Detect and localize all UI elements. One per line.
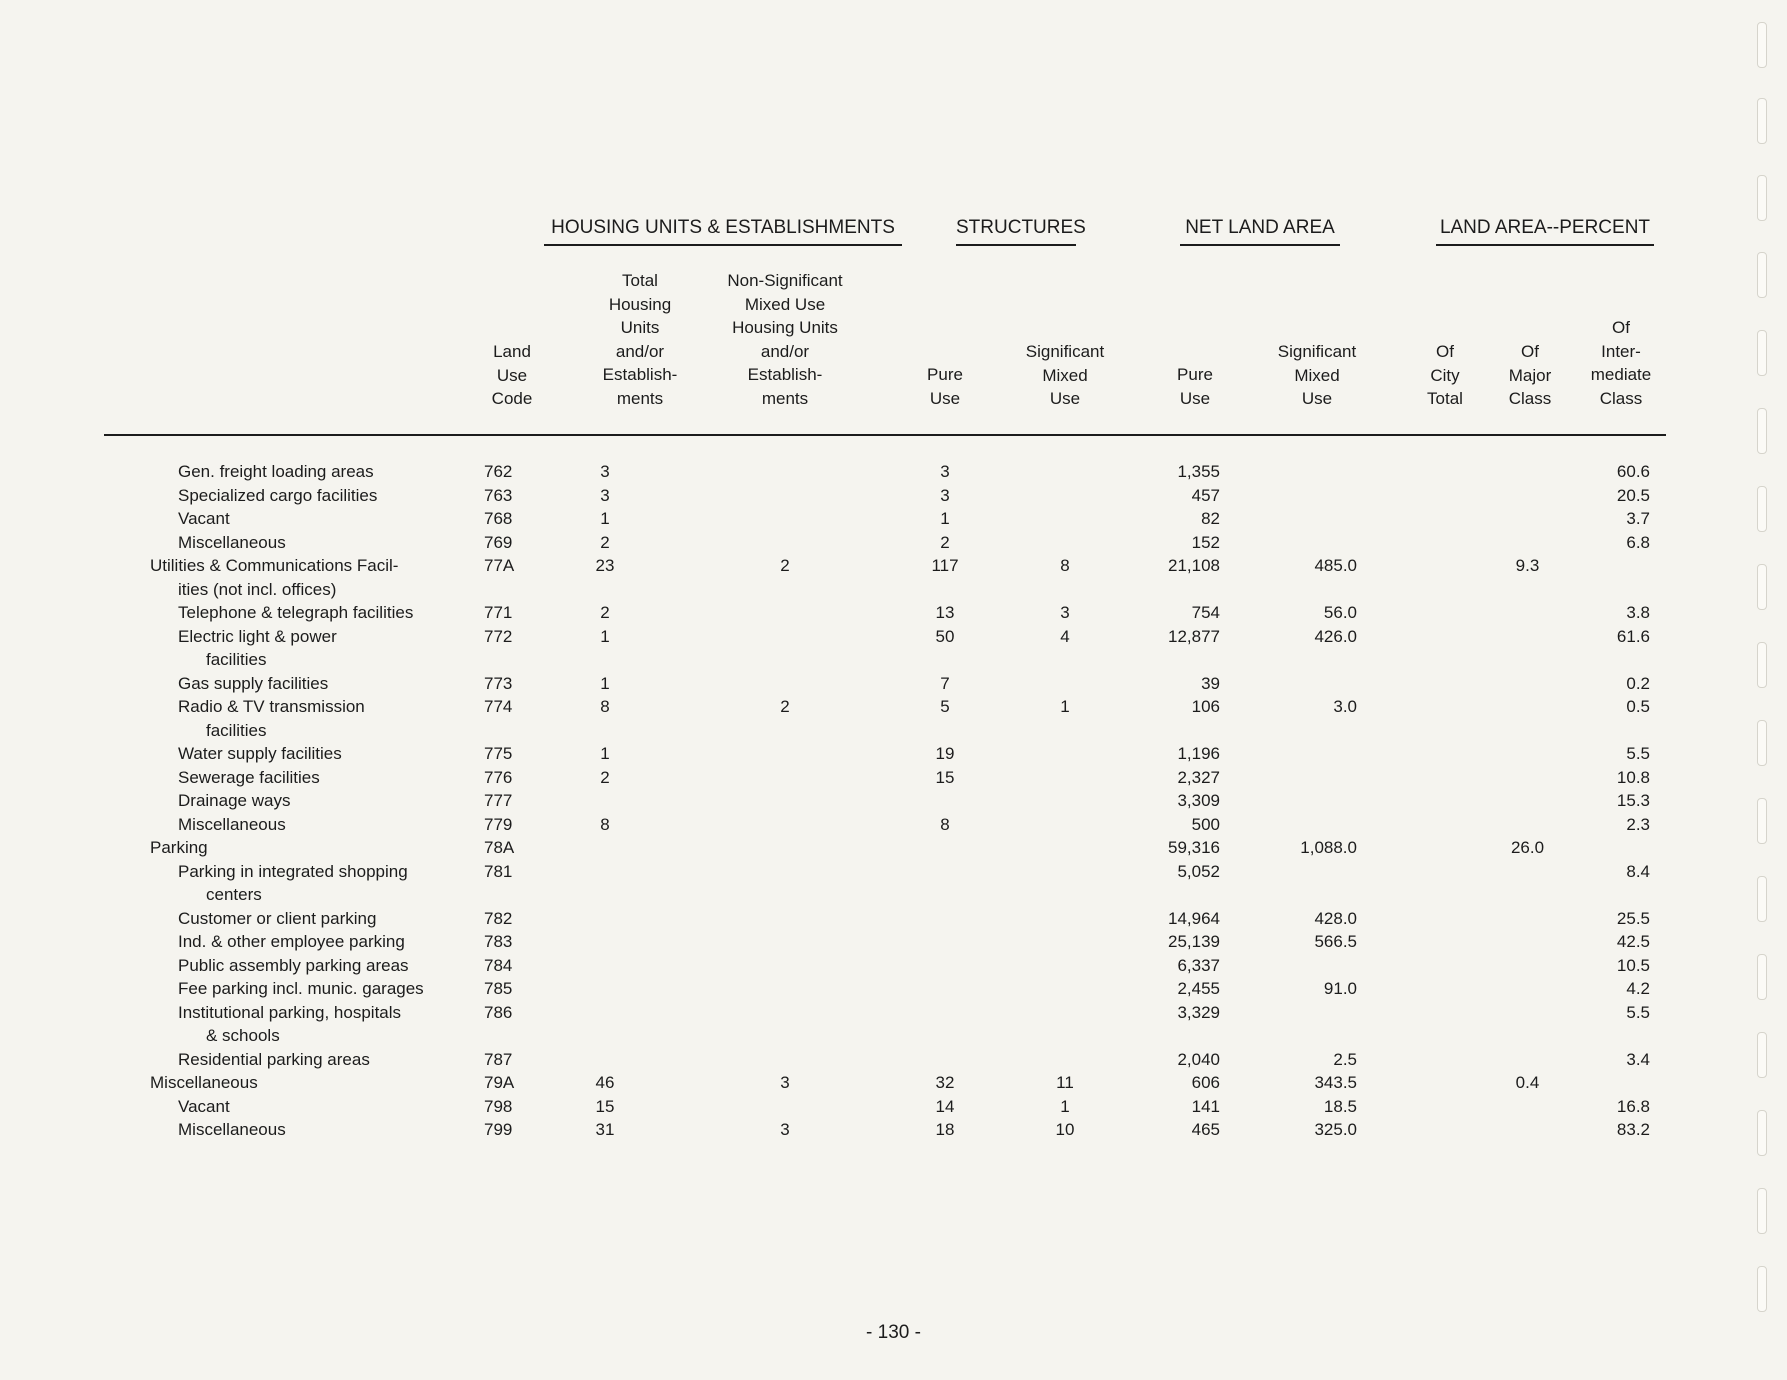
cell-lsm: 1,088.0 — [1300, 838, 1357, 857]
cell-hu: 3 — [600, 485, 610, 505]
cell-pure: 3 — [940, 462, 950, 481]
cell-lpure: 141 — [1191, 1096, 1220, 1116]
row-label-line: Residential parking areas — [178, 1049, 370, 1069]
cell-code: 763 — [484, 485, 513, 505]
cell-lpure: 39 — [1201, 673, 1220, 693]
table-row — [0, 554, 1787, 601]
cell-pure: 19 — [935, 744, 955, 763]
binding-hole — [1757, 22, 1767, 68]
cell-inter: 4.2 — [1626, 979, 1650, 998]
table-row — [0, 1071, 1787, 1095]
cell-hu: 1 — [600, 509, 610, 528]
cell-code: 771 — [484, 603, 513, 622]
row-label-line: Miscellaneous — [178, 814, 286, 834]
row-label-line: Radio & TV transmission — [178, 697, 365, 716]
cell-pure: 32 — [935, 1073, 955, 1092]
cell-lpure: 14,964 — [1168, 908, 1220, 928]
col-header-total-housing-units: Total Housing Units and/or Establish- ments — [602, 271, 678, 408]
cell-code: 762 — [484, 462, 513, 481]
table-row — [0, 1048, 1787, 1072]
row-label — [178, 1118, 498, 1142]
row-label — [178, 531, 498, 555]
cell-lpure: 1,196 — [1177, 744, 1220, 763]
cell-code: 775 — [484, 744, 513, 763]
cell-sm: 8 — [1060, 556, 1070, 575]
cell-lsm: 325.0 — [1314, 1120, 1357, 1139]
cell-inter: 42.5 — [1616, 932, 1650, 951]
row-label-line: Miscellaneous — [178, 532, 286, 552]
row-label-line: Ind. & other employee parking — [178, 932, 405, 951]
row-label — [178, 1001, 498, 1048]
table-row — [0, 1095, 1787, 1119]
cell-lpure: 5,052 — [1177, 861, 1220, 881]
cell-lsm: 343.5 — [1314, 1073, 1357, 1092]
table-row — [0, 907, 1787, 931]
table-row — [0, 813, 1787, 837]
cell-pure: 117 — [931, 556, 959, 575]
cell-lpure: 6,337 — [1177, 955, 1220, 975]
row-label — [178, 813, 498, 837]
cell-inter: 0.2 — [1626, 673, 1650, 693]
row-label — [178, 672, 498, 696]
cell-hu: 31 — [595, 1120, 615, 1139]
cell-lpure: 3,329 — [1177, 1002, 1220, 1022]
cell-hu: 1 — [600, 673, 610, 693]
cell-lpure: 82 — [1201, 509, 1220, 528]
cell-hu: 8 — [600, 814, 610, 834]
cell-pure: 15 — [935, 767, 955, 787]
cell-nsm: 2 — [780, 697, 790, 716]
cell-pure: 50 — [935, 626, 955, 646]
cell-inter: 8.4 — [1626, 861, 1650, 881]
cell-sm: 1 — [1060, 697, 1070, 716]
cell-code: 776 — [484, 767, 513, 787]
table-row — [0, 836, 1787, 860]
cell-code: 782 — [484, 908, 513, 928]
table-row — [0, 1001, 1787, 1048]
cell-inter: 60.6 — [1616, 462, 1650, 481]
row-label — [150, 1071, 470, 1095]
cell-lsm: 2.5 — [1333, 1049, 1357, 1069]
cell-pure: 1 — [940, 509, 950, 528]
binding-hole — [1757, 408, 1767, 454]
cell-code: 79A — [484, 1073, 515, 1092]
table-row — [0, 742, 1787, 766]
table-row — [0, 484, 1787, 508]
cell-inter: 0.5 — [1626, 697, 1650, 716]
cell-lsm: 426.0 — [1314, 626, 1357, 646]
cell-sm: 3 — [1060, 603, 1070, 622]
table-row — [0, 672, 1787, 696]
cell-code: 768 — [484, 509, 513, 528]
page-number: - 130 - — [866, 1322, 921, 1343]
table-row — [0, 460, 1787, 484]
binding-hole — [1757, 98, 1767, 144]
cell-code: 774 — [484, 697, 513, 716]
cell-code: 777 — [484, 791, 513, 810]
row-label-continuation: facilities — [206, 650, 267, 669]
table-row — [0, 766, 1787, 790]
group-header-structures: STRUCTURES — [956, 216, 1076, 246]
table-row — [0, 531, 1787, 555]
cell-lpure: 1,355 — [1177, 462, 1220, 481]
col-header-of-intermediate-class: Of Inter- mediate Class — [1590, 318, 1652, 408]
row-label-line: Parking — [150, 838, 208, 857]
row-label-line: Gas supply facilities — [178, 673, 329, 693]
cell-inter: 83.2 — [1616, 1120, 1650, 1139]
row-label-line: Gen. freight loading areas — [178, 462, 374, 481]
cell-lpure: 59,316 — [1168, 838, 1220, 857]
cell-lpure: 606 — [1191, 1073, 1220, 1092]
cell-inter: 16.8 — [1616, 1096, 1650, 1116]
cell-inter: 10.5 — [1616, 955, 1650, 975]
cell-lpure: 25,139 — [1168, 932, 1220, 951]
cell-inter: 6.8 — [1626, 532, 1650, 552]
cell-lsm: 566.5 — [1314, 932, 1357, 951]
binding-hole — [1757, 330, 1767, 376]
cell-lpure: 152 — [1191, 532, 1220, 552]
cell-inter: 20.5 — [1616, 485, 1650, 505]
cell-inter: 3.8 — [1626, 603, 1650, 622]
col-header-of-city-total: Of City Total — [1427, 342, 1463, 408]
table-row — [0, 1118, 1787, 1142]
row-label — [178, 742, 498, 766]
row-label — [178, 1095, 498, 1119]
row-label-line: Water supply facilities — [178, 744, 342, 763]
row-label — [178, 954, 498, 978]
cell-hu: 8 — [600, 697, 610, 716]
cell-hu: 23 — [595, 556, 615, 575]
cell-pure: 5 — [940, 697, 950, 716]
cell-pure: 18 — [935, 1120, 955, 1139]
row-label — [178, 484, 498, 508]
row-label-continuation: centers — [206, 885, 262, 904]
row-label-line: Drainage ways — [178, 791, 291, 810]
cell-inter: 3.7 — [1626, 509, 1650, 528]
cell-hu: 3 — [600, 462, 610, 481]
cell-inter: 61.6 — [1616, 626, 1650, 646]
table-row — [0, 789, 1787, 813]
row-label-line: Vacant — [178, 509, 230, 528]
cell-code: 787 — [484, 1049, 513, 1069]
col-header-structures-pure-use: Pure Use — [927, 365, 963, 408]
cell-inter: 5.5 — [1626, 744, 1650, 763]
row-label — [178, 930, 498, 954]
cell-city: 9.3 — [1515, 556, 1540, 575]
cell-pure: 2 — [940, 532, 950, 552]
row-label-continuation: ities (not incl. offices) — [178, 579, 337, 599]
cell-pure: 14 — [935, 1096, 955, 1116]
cell-code: 779 — [484, 814, 513, 834]
cell-hu: 2 — [600, 767, 610, 787]
cell-lpure: 2,327 — [1177, 767, 1220, 787]
cell-lpure: 457 — [1191, 485, 1220, 505]
cell-pure: 3 — [940, 485, 950, 505]
cell-lsm: 91.0 — [1323, 979, 1357, 998]
cell-code: 772 — [484, 626, 513, 646]
row-label — [178, 695, 498, 742]
row-label-line: Utilities & Communications Facil- — [150, 556, 399, 575]
table-row — [0, 954, 1787, 978]
row-label — [178, 789, 498, 813]
cell-lpure: 21,108 — [1168, 556, 1220, 575]
cell-code: 78A — [484, 838, 515, 857]
row-label — [178, 507, 498, 531]
cell-lsm: 18.5 — [1323, 1096, 1357, 1116]
row-label — [178, 907, 498, 931]
cell-pure: 13 — [935, 603, 955, 622]
cell-pure: 7 — [940, 673, 950, 693]
cell-inter: 10.8 — [1616, 767, 1650, 787]
table-row — [0, 507, 1787, 531]
row-label-line: Vacant — [178, 1096, 230, 1116]
cell-hu: 1 — [600, 626, 610, 646]
group-header-land-area-percent: LAND AREA--PERCENT — [1436, 216, 1654, 246]
row-label — [178, 625, 498, 672]
cell-lpure: 465 — [1191, 1120, 1220, 1139]
cell-nsm: 2 — [780, 556, 790, 575]
cell-sm: 10 — [1055, 1120, 1075, 1139]
cell-city: 0.4 — [1515, 1073, 1540, 1092]
cell-hu: 15 — [595, 1096, 615, 1116]
cell-lpure: 2,455 — [1177, 979, 1220, 998]
table-row — [0, 625, 1787, 672]
col-header-land-use-code: Land Use Code — [491, 342, 533, 408]
row-label-continuation: facilities — [206, 720, 267, 740]
binding-hole — [1757, 252, 1767, 298]
row-label-line: Fee parking incl. munic. garages — [178, 979, 424, 998]
col-header-structures-significant-mixed-use: Significant Mixed Use — [1025, 342, 1105, 408]
cell-code: 784 — [484, 955, 513, 975]
cell-code: 785 — [484, 979, 513, 998]
row-label — [178, 860, 498, 907]
col-header-land-pure-use: Pure Use — [1177, 365, 1213, 408]
cell-hu: 2 — [600, 603, 610, 622]
cell-code: 781 — [484, 861, 513, 881]
cell-lpure: 754 — [1191, 603, 1220, 622]
row-label — [178, 977, 498, 1001]
col-header-of-major-class: Of Major Class — [1508, 342, 1552, 408]
row-label-line: Customer or client parking — [178, 908, 377, 928]
cell-city: 26.0 — [1510, 838, 1545, 857]
cell-code: 786 — [484, 1002, 513, 1022]
cell-code: 77A — [484, 556, 515, 575]
cell-lsm: 485.0 — [1314, 556, 1357, 575]
cell-hu: 46 — [595, 1073, 615, 1092]
cell-inter: 3.4 — [1626, 1049, 1650, 1069]
row-label-line: Telephone & telegraph facilities — [178, 603, 414, 622]
cell-pure: 8 — [940, 814, 950, 834]
cell-lpure: 500 — [1191, 814, 1220, 834]
cell-sm: 4 — [1060, 626, 1070, 646]
cell-code: 783 — [484, 932, 513, 951]
row-label-line: Miscellaneous — [150, 1073, 258, 1092]
row-label-line: Institutional parking, hospitals — [178, 1002, 402, 1022]
cell-lpure: 106 — [1191, 697, 1220, 716]
col-header-nonsignificant-mixed-use: Non-Significant Mixed Use Housing Units and/or Establish- ments — [727, 271, 843, 408]
cell-code: 769 — [484, 532, 513, 552]
row-label-line: Electric light & power — [178, 626, 337, 646]
cell-lpure: 2,040 — [1177, 1049, 1220, 1069]
group-header-housing: HOUSING UNITS & ESTABLISHMENTS — [544, 216, 902, 246]
table-row — [0, 977, 1787, 1001]
cell-code: 799 — [484, 1120, 513, 1139]
cell-inter: 15.3 — [1616, 791, 1650, 810]
table-row — [0, 601, 1787, 625]
row-label-line: Sewerage facilities — [178, 767, 320, 787]
table-row — [0, 695, 1787, 742]
row-label — [150, 554, 470, 601]
row-label-line: Miscellaneous — [178, 1120, 286, 1139]
col-header-land-significant-mixed-use: Significant Mixed Use — [1277, 342, 1357, 408]
header-rule — [104, 434, 1666, 436]
binding-hole — [1757, 1188, 1767, 1234]
cell-nsm: 3 — [780, 1073, 790, 1092]
cell-inter: 25.5 — [1616, 908, 1650, 928]
row-label — [178, 1048, 498, 1072]
cell-lsm: 428.0 — [1314, 908, 1357, 928]
cell-code: 798 — [484, 1096, 513, 1116]
cell-lsm: 3.0 — [1333, 697, 1357, 716]
cell-lpure: 12,877 — [1168, 626, 1220, 646]
cell-lpure: 3,309 — [1177, 791, 1220, 810]
data-table-body — [0, 460, 1787, 1142]
table-row — [0, 860, 1787, 907]
cell-nsm: 3 — [780, 1120, 790, 1139]
cell-inter: 2.3 — [1626, 814, 1650, 834]
binding-hole — [1757, 175, 1767, 221]
row-label — [178, 601, 498, 625]
row-label-line: Parking in integrated shopping — [178, 861, 408, 881]
cell-hu: 2 — [600, 532, 610, 552]
row-label — [178, 460, 498, 484]
binding-hole — [1757, 1266, 1767, 1312]
row-label — [150, 836, 470, 860]
row-label-line: Specialized cargo facilities — [178, 485, 378, 505]
cell-code: 773 — [484, 673, 513, 693]
cell-hu: 1 — [600, 744, 610, 763]
row-label-line: Public assembly parking areas — [178, 955, 409, 975]
table-row — [0, 930, 1787, 954]
cell-sm: 1 — [1060, 1096, 1070, 1116]
cell-sm: 11 — [1056, 1073, 1074, 1092]
row-label-continuation: & schools — [206, 1026, 280, 1045]
cell-inter: 5.5 — [1626, 1002, 1650, 1022]
cell-lsm: 56.0 — [1323, 603, 1357, 622]
group-header-net-land-area: NET LAND AREA — [1180, 216, 1340, 246]
row-label — [178, 766, 498, 790]
